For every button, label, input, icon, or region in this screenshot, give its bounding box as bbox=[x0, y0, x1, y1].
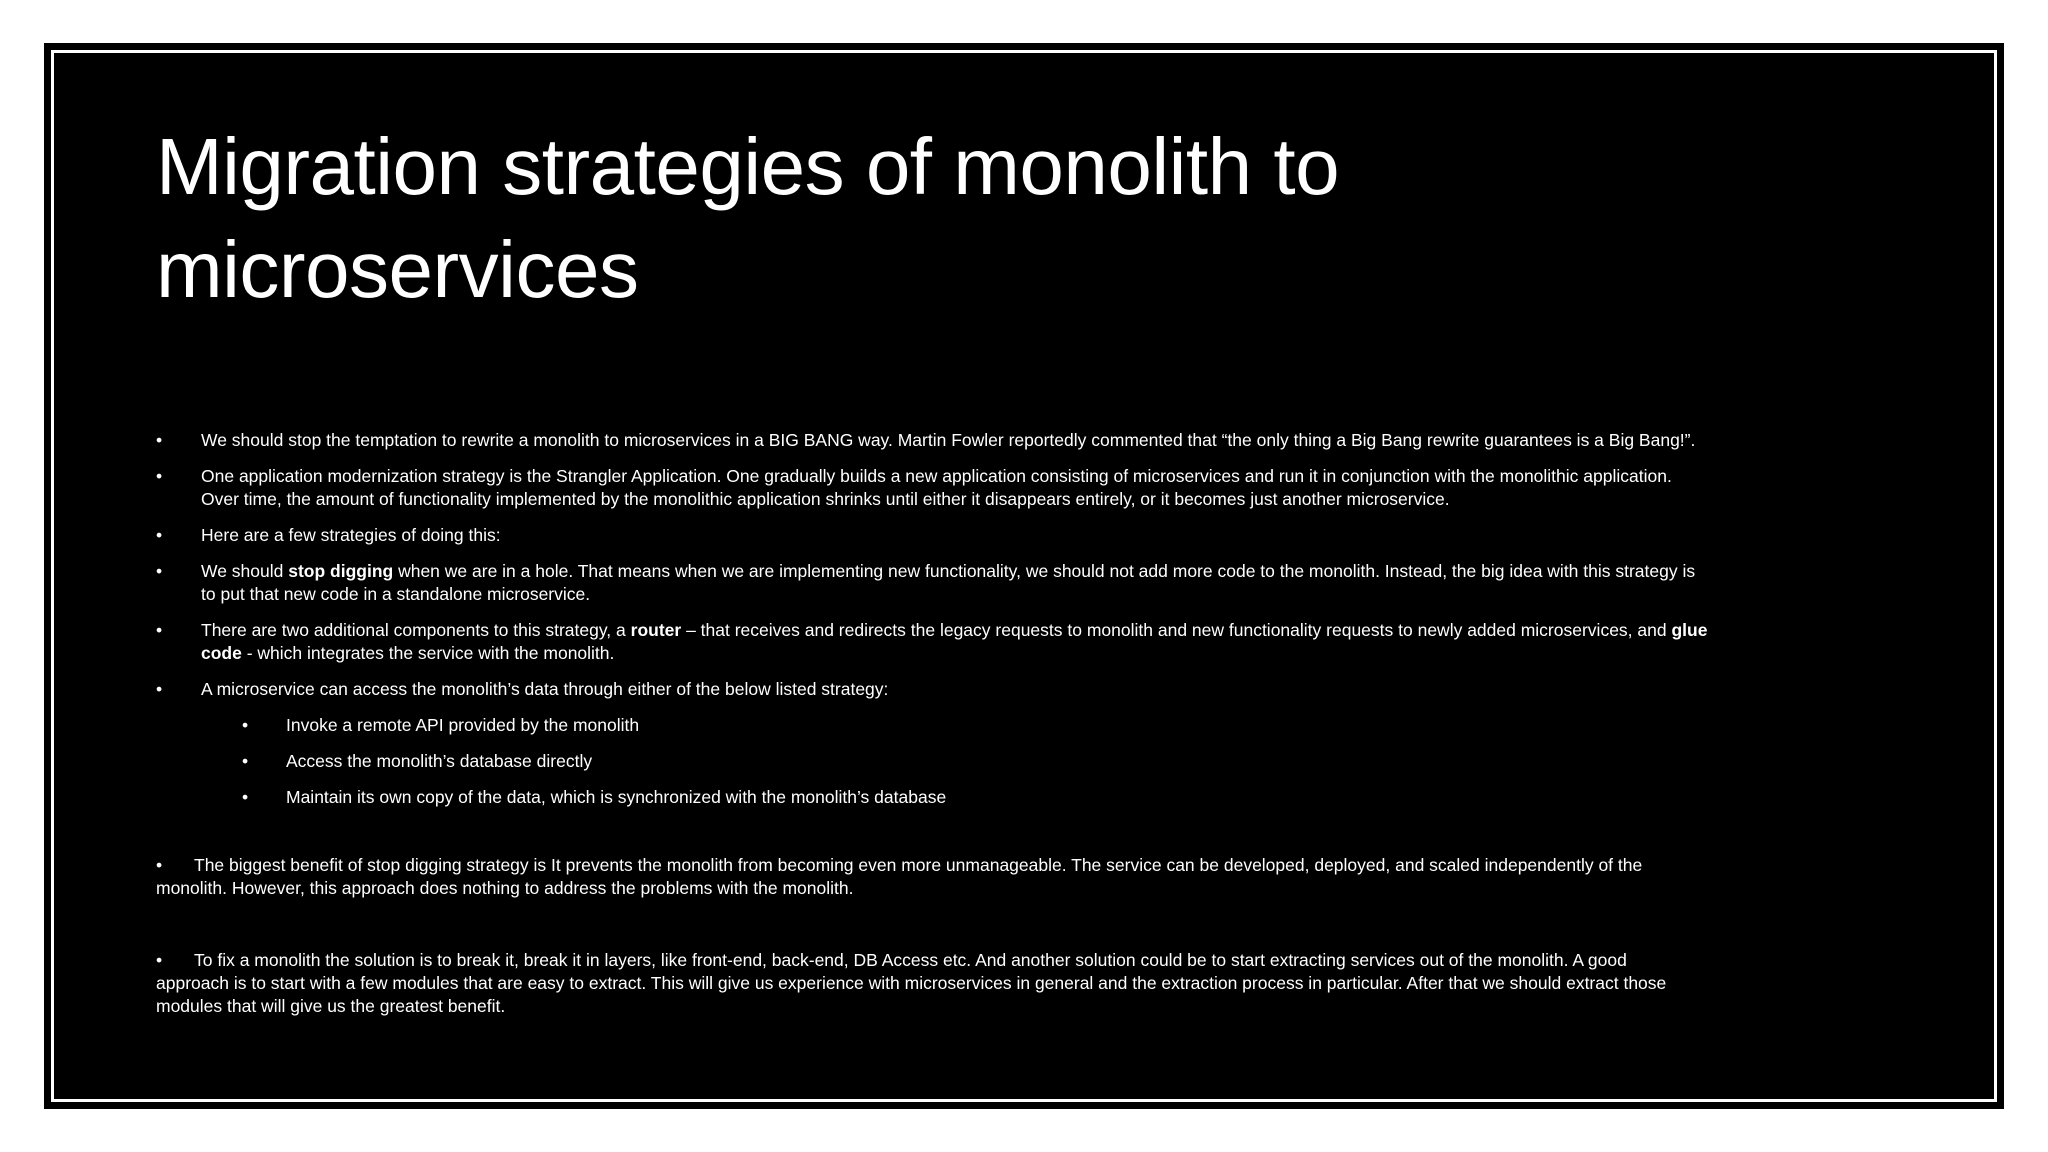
bullet-text: when we are in a hole. That means when we are implementing new functionality, we should not add more code to the monolith. Instead, the big idea with this strategy is bbox=[393, 561, 1696, 581]
bullet-item bbox=[156, 465, 1946, 511]
closing-paragraph bbox=[156, 949, 1946, 1018]
bullet-emphasis: code bbox=[201, 643, 242, 663]
bullet-text: A microservice can access the monolith’s data through either of the below listed strategy: bbox=[201, 679, 889, 699]
bullet-text: One application modernization strategy is the Strangler Application. One gradually builds a new application consisting of microservices and run it in conjunction with the monolithic application. bbox=[201, 466, 1672, 486]
bullet-glyph: • bbox=[156, 561, 163, 581]
bullet-text: Here are a few strategies of doing this: bbox=[201, 525, 501, 545]
bullet-glyph: • bbox=[156, 620, 163, 640]
bullet-text-continued: Over time, the amount of functionality implemented by the monolithic application shrinks until either it disappears entirely, or it becomes just another microservice. bbox=[201, 489, 1450, 509]
bullet-glyph: • bbox=[156, 855, 163, 875]
bullet-glyph: • bbox=[156, 430, 163, 450]
slide-title: Migration strategies of monolith to microservices bbox=[156, 122, 1340, 314]
closing-paragraph bbox=[156, 854, 1946, 900]
bullet-glyph: • bbox=[156, 950, 163, 970]
spacer bbox=[156, 822, 1946, 854]
bullet-glyph: • bbox=[156, 525, 163, 545]
sub-bullet-text: Maintain its own copy of the data, which is synchronized with the monolith’s database bbox=[286, 787, 947, 807]
bullet-text: We should bbox=[201, 561, 289, 581]
slide-body bbox=[156, 429, 1946, 1031]
bullet-item bbox=[156, 429, 1946, 452]
spacer bbox=[156, 913, 1946, 949]
bullet-text: - which integrates the service with the monolith. bbox=[241, 643, 615, 663]
slide bbox=[44, 43, 2004, 1109]
bullet-emphasis: router bbox=[630, 620, 682, 640]
bullet-text: We should stop the temptation to rewrite a monolith to microservices in a BIG BANG way. Martin Fowler reportedly commented that “the only thing a Big Bang rewrite guarantees is a Big Bang!”. bbox=[201, 430, 1696, 450]
bullet-item bbox=[156, 524, 1946, 547]
closing-text-continued: modules that will give us the greatest benefit. bbox=[156, 996, 506, 1016]
sub-bullet-item bbox=[242, 714, 1946, 737]
sub-bullet-item bbox=[242, 750, 1946, 773]
closing-text-continued: monolith. However, this approach does nothing to address the problems with the monolith. bbox=[156, 878, 854, 898]
sub-bullet-text: Access the monolith’s database directly bbox=[286, 751, 593, 771]
bullet-item bbox=[156, 678, 1946, 701]
bullet-glyph: • bbox=[242, 787, 249, 807]
bullet-item bbox=[156, 560, 1946, 606]
bullet-emphasis: glue bbox=[1671, 620, 1708, 640]
bullet-item bbox=[156, 619, 1946, 665]
bullet-text: There are two additional components to this strategy, a bbox=[201, 620, 631, 640]
bullet-glyph: • bbox=[242, 751, 249, 771]
bullet-text-continued: to put that new code in a standalone microservice. bbox=[201, 584, 591, 604]
sub-bullet-item bbox=[242, 786, 1946, 809]
closing-text: The biggest benefit of stop digging strategy is It prevents the monolith from becoming even more unmanageable. The service can be developed, deployed, and scaled independently of the bbox=[194, 855, 1643, 875]
bullet-glyph: • bbox=[242, 715, 249, 735]
bullet-glyph: • bbox=[156, 679, 163, 699]
bullet-glyph: • bbox=[156, 466, 163, 486]
bullet-emphasis: stop digging bbox=[288, 561, 394, 581]
closing-text-continued: approach is to start with a few modules that are easy to extract. This will give us experience with microservices in general and the extraction process in particular. After that we should extract those bbox=[156, 973, 1667, 993]
sub-bullet-text: Invoke a remote API provided by the monolith bbox=[286, 715, 640, 735]
closing-text: To fix a monolith the solution is to break it, break it in layers, like front-end, back-end, DB Access etc. And another solution could be to start extracting services out of the monolith. A good bbox=[194, 950, 1627, 970]
bullet-text: – that receives and redirects the legacy requests to monolith and new functionality requests to newly added microservices, and bbox=[681, 620, 1672, 640]
